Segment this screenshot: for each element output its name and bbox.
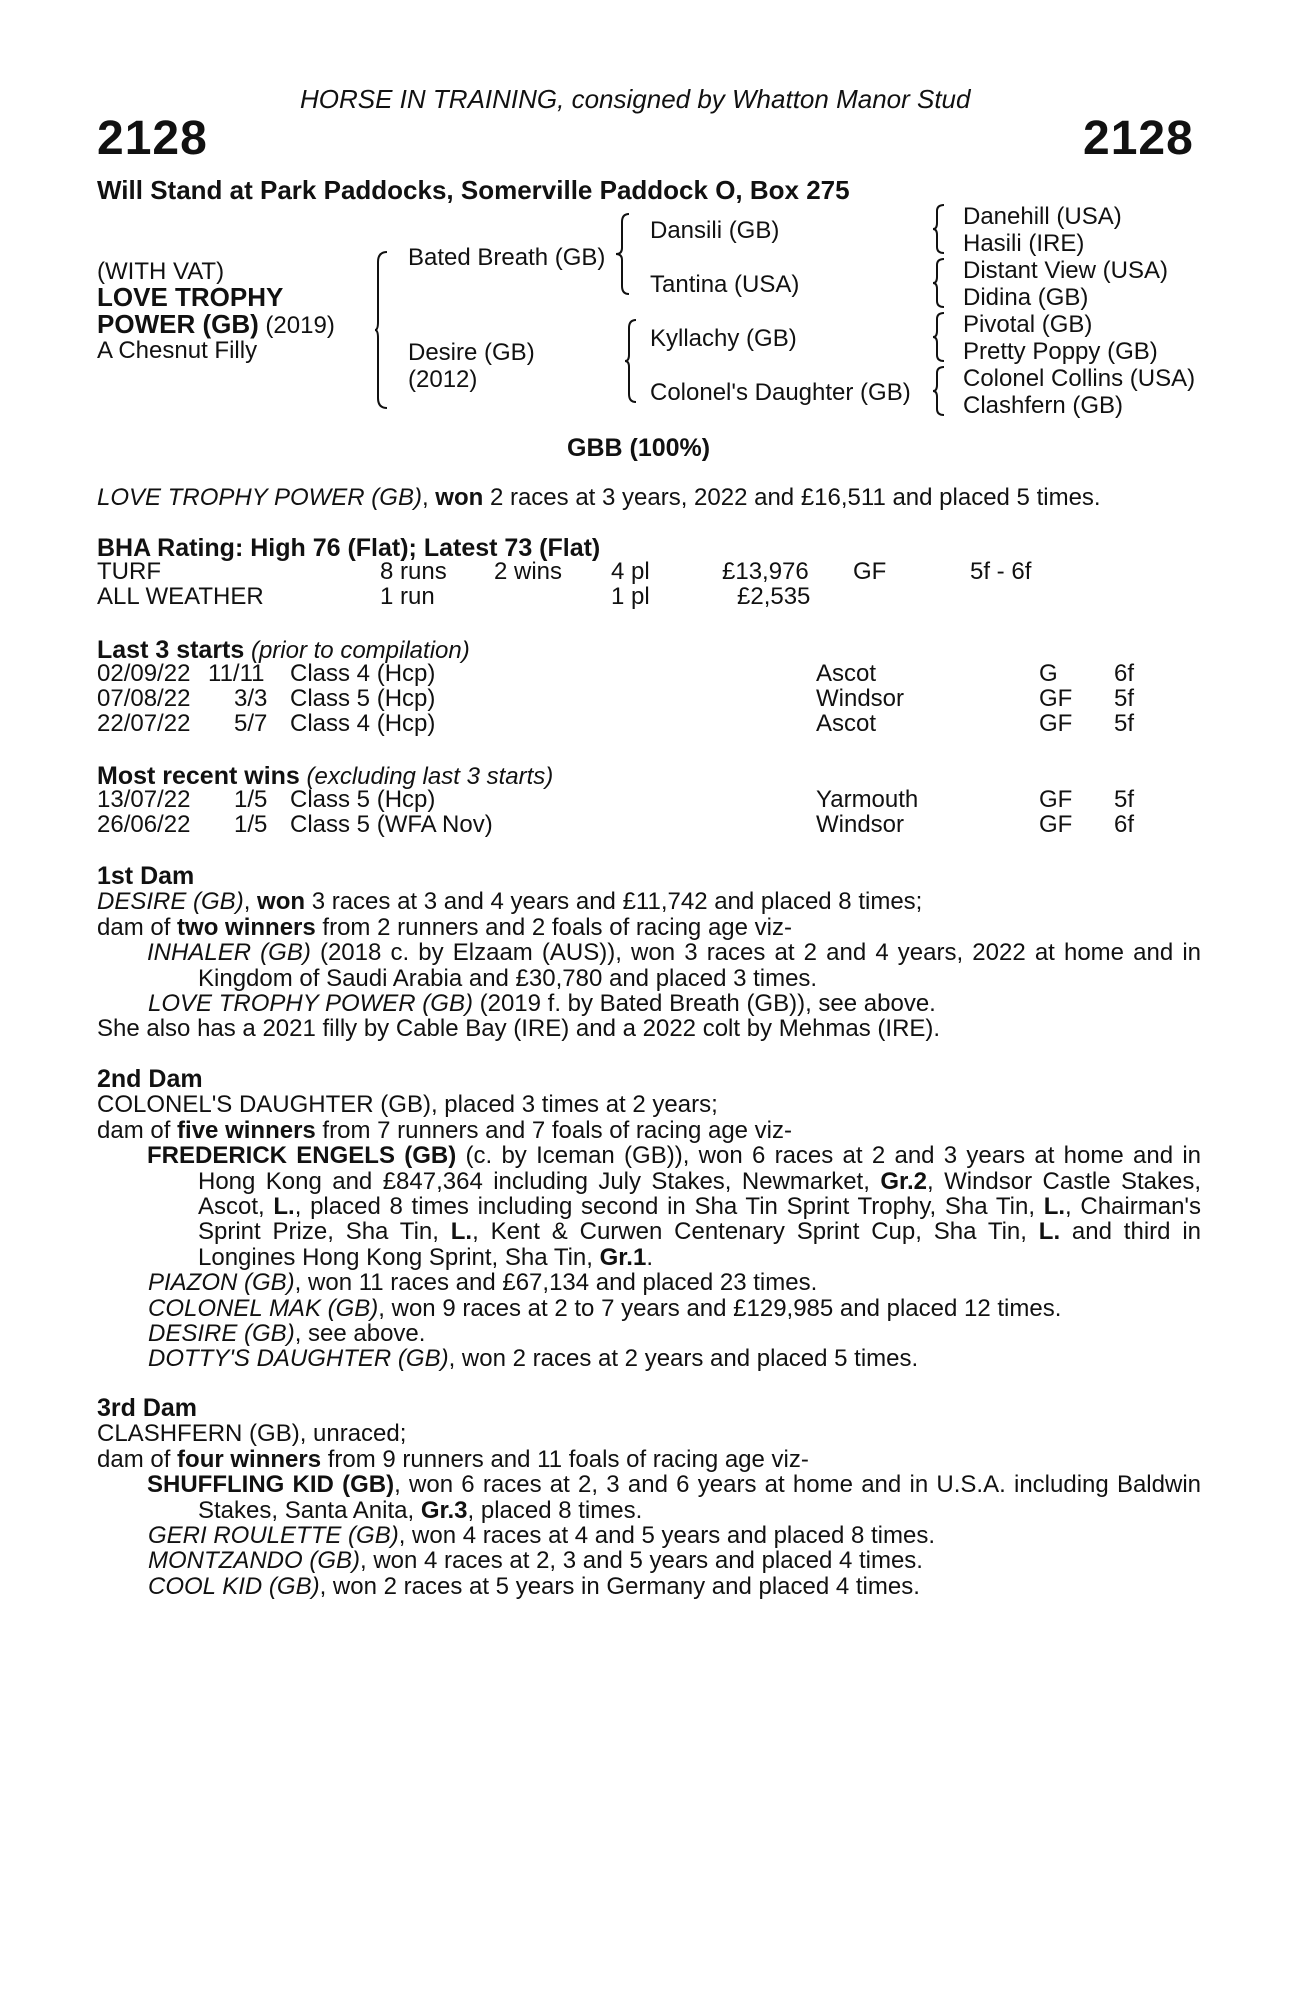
progeny-cool-kid [97, 1574, 1201, 1599]
pedigree-g1: Danehill (USA) [963, 203, 1122, 230]
progeny-record: , see above. [294, 1320, 426, 1348]
winners-count: four winners [177, 1445, 322, 1473]
rating-places: 4 pl [611, 558, 650, 585]
first-dam-line1: DESIRE (GB), won 3 races at 3 and 4 years and £11,742 and placed 8 times; [97, 888, 923, 916]
recent-going: GF [1039, 786, 1073, 813]
horse-name-line1: LOVE TROPHY [97, 282, 284, 312]
pedigree-g3: Distant View (USA) [963, 257, 1168, 284]
pedigree-brace-g2 [932, 257, 946, 309]
progeny-name: PIAZON (GB) [148, 1269, 295, 1297]
progeny-name: COLONEL MAK (GB) [148, 1294, 379, 1322]
grade-label: Gr.3 [420, 1496, 468, 1524]
lot-number-left: 2128 [97, 112, 208, 165]
last3-course: Ascot [816, 710, 877, 737]
recent-date: 13/07/22 [97, 786, 191, 813]
horse-foaling-year: (2019) [258, 312, 335, 339]
last3-distance: 5f [1114, 685, 1135, 712]
last3-position: 5/7 [234, 710, 268, 737]
recent-course: Yarmouth [816, 786, 919, 813]
progeny-name: GERI ROULETTE (GB) [148, 1522, 399, 1550]
rating-money: £13,976 [722, 558, 809, 585]
third-dam-line1: CLASHFERN (GB), unraced; [97, 1420, 407, 1448]
progeny-piazon [97, 1270, 1201, 1295]
lot-number-right: 2128 [1083, 112, 1194, 165]
progeny-montzando [97, 1548, 1201, 1573]
last3-class: Class 4 (Hcp) [290, 660, 436, 687]
progeny-name: MONTZANDO (GB) [148, 1547, 360, 1575]
pedigree-g5: Pivotal (GB) [963, 311, 1093, 338]
pedigree-g7: Colonel Collins (USA) [963, 365, 1196, 392]
listed-label: L. [1043, 1193, 1066, 1221]
text: , won 6 races at 2, 3 and 6 years at home and in U.S.A. including Baldwin Stakes, Santa Anita, [198, 1471, 1202, 1524]
pedigree-brace-dam [624, 318, 638, 404]
pedigree-sire-dam: Tantina (USA) [650, 271, 800, 298]
horse-name-part2: POWER (GB) [97, 309, 259, 339]
recent-class: Class 5 (WFA Nov) [290, 811, 493, 838]
progeny-record: , won 2 races at 2 years and placed 5 times. [448, 1345, 919, 1373]
text: and third in Longines Hong Kong Sprint, Sha Tin, [198, 1218, 1202, 1271]
recent-title: Most recent wins [97, 762, 300, 790]
pedigree-brace-main [374, 250, 388, 410]
race-summary: LOVE TROPHY POWER (GB), won 2 races at 3 years, 2022 and £16,511 and placed 5 times. [97, 484, 1101, 511]
progeny-record: , won 4 races at 2, 3 and 5 years and placed 4 times. [359, 1547, 923, 1575]
won-label: won [257, 888, 306, 916]
grade-label: Gr.1 [599, 1243, 647, 1271]
winners-count: five winners [177, 1116, 316, 1144]
third-dam-title: 3rd Dam [97, 1394, 198, 1422]
text: , placed 8 times including second in Sha Tin Sprint Trophy, Sha Tin, [294, 1193, 1044, 1221]
rating-surface: ALL WEATHER [97, 583, 264, 610]
pedigree-g4: Didina (GB) [963, 284, 1089, 311]
text: from 7 runners and 7 foals of racing age viz- [315, 1116, 793, 1144]
pedigree-g8: Clashfern (GB) [963, 392, 1124, 419]
vat-label: (WITH VAT) [97, 258, 225, 285]
progeny-record: , won 9 races at 2 to 7 years and £129,985 and placed 12 times. [378, 1294, 1062, 1322]
rating-surface: TURF [97, 558, 161, 585]
summary-text: 2 races at 3 years, 2022 and £16,511 and placed 5 times. [483, 484, 1101, 511]
progeny-love-trophy-power [97, 991, 1201, 1016]
last3-distance: 6f [1114, 660, 1135, 687]
grade-label: Gr.2 [880, 1167, 928, 1195]
recent-distance: 6f [1114, 811, 1135, 838]
progeny-frederick-engels [97, 1143, 1201, 1270]
last3-class: Class 5 (Hcp) [290, 685, 436, 712]
last3-going: GF [1039, 685, 1073, 712]
rating-runs: 1 run [380, 583, 435, 610]
text: (c. by Iceman (GB)), won 6 races at 2 and 3 years at home and in Hong Kong and £847,364 including July Stakes, Newmarket, [198, 1142, 1201, 1195]
progeny-name: LOVE TROPHY POWER (GB) [148, 990, 473, 1018]
second-dam-section [97, 1067, 1201, 1372]
third-dam-line2 [97, 1447, 1201, 1472]
progeny-record: (2019 f. by Bated Breath (GB)), see above. [472, 990, 936, 1018]
text: . [646, 1243, 653, 1271]
third-dam-section [97, 1396, 1201, 1599]
text: , Kent & Curwen Centenary Sprint Cup, Sha Tin, [472, 1218, 1039, 1246]
last3-date: 22/07/22 [97, 710, 191, 737]
first-dam-line2 [97, 915, 1201, 940]
text: from 9 runners and 11 foals of racing age viz- [321, 1445, 809, 1473]
progeny-name: DESIRE (GB) [148, 1320, 295, 1348]
text: , placed 8 times. [467, 1496, 643, 1524]
pedigree-sire: Bated Breath (GB) [408, 244, 606, 271]
text: dam of [97, 1116, 178, 1144]
rating-money: £2,535 [737, 583, 811, 610]
text: dam of [97, 1445, 178, 1473]
recent-class: Class 5 (Hcp) [290, 786, 436, 813]
last3-note: (prior to compilation) [244, 637, 470, 664]
text: , Windsor Castle Stakes, Ascot, [198, 1167, 1201, 1221]
progeny-name: INHALER (GB) [147, 939, 311, 967]
last3-title: Last 3 starts [97, 636, 245, 664]
listed-label: L. [1038, 1218, 1061, 1246]
winners-count: two winners [177, 913, 316, 941]
last3-distance: 5f [1114, 710, 1135, 737]
text: dam of [97, 913, 178, 941]
last3-position: 3/3 [234, 685, 268, 712]
pedigree-brace-g3 [932, 311, 946, 363]
stand-location: Will Stand at Park Paddocks, Somerville Paddock O, Box 275 [97, 175, 850, 205]
progeny-desire [97, 1321, 1201, 1346]
pedigree-brace-g1 [932, 203, 946, 255]
text: from 2 runners and 2 foals of racing age viz- [315, 913, 792, 941]
rating-row-turf [97, 559, 161, 584]
last3-date: 02/09/22 [97, 660, 191, 687]
rating-going: GF [853, 558, 887, 585]
consignment-line: HORSE IN TRAINING, consigned by Whatton Manor Stud [300, 84, 971, 114]
progeny-colonel-mak [97, 1296, 1201, 1321]
last3-going: GF [1039, 710, 1073, 737]
last3-date: 07/08/22 [97, 685, 191, 712]
pedigree-brace-sire [615, 212, 631, 296]
rating-title: BHA Rating: High 76 (Flat); Latest 73 (Flat) [97, 534, 601, 562]
progeny-name: SHUFFLING KID (GB) [147, 1471, 395, 1499]
second-dam-title: 2nd Dam [97, 1065, 203, 1093]
progeny-geri-roulette [97, 1523, 1201, 1548]
last3-going: G [1039, 660, 1058, 687]
recent-distance: 5f [1114, 786, 1135, 813]
recent-course: Windsor [816, 811, 905, 838]
progeny-record: , won 2 races at 5 years in Germany and placed 4 times. [319, 1572, 920, 1600]
progeny-dottys-daughter [97, 1346, 1201, 1371]
first-dam-section [97, 864, 1201, 1042]
text: , Chairman's Sprint Prize, Sha Tin, [198, 1193, 1201, 1246]
rating-runs: 8 runs [380, 558, 447, 585]
progeny-record: , won 11 races and £67,134 and placed 23 times. [294, 1269, 818, 1297]
progeny-name: COOL KID (GB) [148, 1572, 320, 1600]
second-dam-line1: COLONEL'S DAUGHTER (GB), placed 3 times at 2 years; [97, 1091, 718, 1119]
dam-name: DESIRE (GB) [97, 888, 244, 916]
pedigree-dam-year: (2012) [408, 366, 478, 393]
pedigree-dam-sire: Kyllachy (GB) [650, 325, 797, 352]
pedigree-sire-sire: Dansili (GB) [650, 217, 780, 244]
first-dam-title: 1st Dam [97, 862, 195, 890]
summary-horse-name: LOVE TROPHY POWER (GB) [97, 484, 422, 511]
progeny-name: DOTTY'S DAUGHTER (GB) [148, 1345, 449, 1373]
horse-description: A Chesnut Filly [97, 337, 258, 364]
pedigree-dam-dam: Colonel's Daughter (GB) [650, 379, 911, 406]
rating-places: 1 pl [611, 583, 650, 610]
dam-record: 3 races at 3 and 4 years and £11,742 and placed 8 times; [305, 888, 923, 916]
listed-label: L. [450, 1218, 473, 1246]
last3-position: 11/11 [208, 660, 265, 687]
recent-going: GF [1039, 811, 1073, 838]
last3-course: Windsor [816, 685, 905, 712]
progeny-record: (2018 c. by Elzaam (AUS)), won 3 races at 2 and 4 years, 2022 at home and in Kingdom of Saudi Arabia and £30,780 and placed 3 times. [198, 939, 1201, 992]
summary-won: won [435, 484, 484, 511]
progeny-name: FREDERICK ENGELS (GB) [147, 1142, 457, 1170]
recent-position: 1/5 [234, 811, 268, 838]
pedigree-brace-g4 [932, 365, 946, 417]
rating-distance: 5f - 6f [970, 558, 1032, 585]
progeny-record: , won 4 races at 4 and 5 years and placed 8 times. [398, 1522, 935, 1550]
rating-wins: 2 wins [494, 558, 563, 585]
listed-label: L. [273, 1193, 295, 1221]
pedigree-g2: Hasili (IRE) [963, 230, 1085, 257]
last3-course: Ascot [816, 660, 877, 687]
first-dam-foals: She also has a 2021 filly by Cable Bay (IRE) and a 2022 colt by Mehmas (IRE). [97, 1015, 941, 1043]
last3-class: Class 4 (Hcp) [290, 710, 436, 737]
second-dam-line2 [97, 1118, 1201, 1143]
pedigree-g6: Pretty Poppy (GB) [963, 338, 1158, 365]
recent-position: 1/5 [234, 786, 268, 813]
progeny-inhaler [97, 940, 1201, 991]
gbb-percentage: GBB (100%) [567, 434, 711, 462]
pedigree-dam: Desire (GB) [408, 339, 535, 366]
recent-date: 26/06/22 [97, 811, 191, 838]
recent-note: (excluding last 3 starts) [299, 763, 554, 790]
progeny-shuffling-kid [97, 1472, 1201, 1523]
horse-name-line2 [97, 311, 335, 339]
